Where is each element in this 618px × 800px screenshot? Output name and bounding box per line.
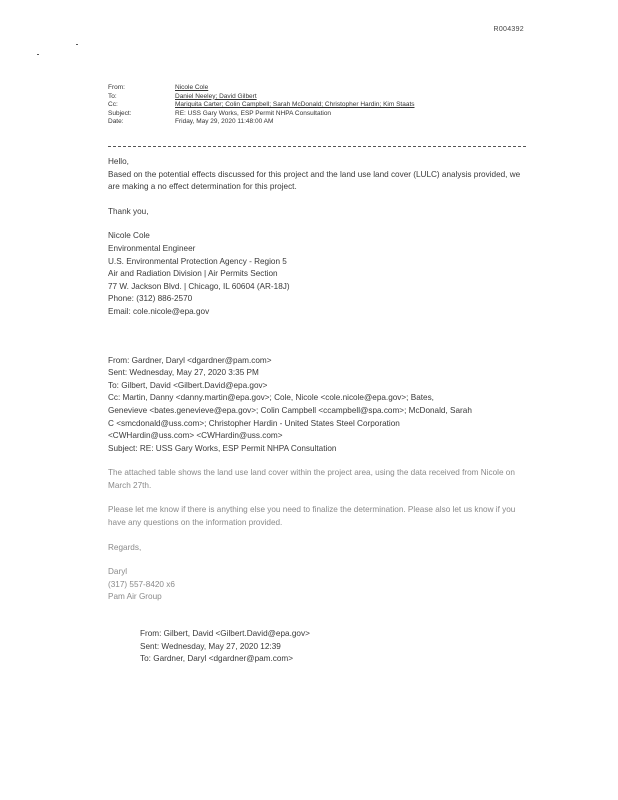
quoted-message-1 [108,355,526,605]
quoted-sig-phone: (317) 557-8420 x6 [108,579,175,589]
subject-value: RE: USS Gary Works, ESP Permit NHPA Consultation [175,109,332,117]
email-header [108,84,528,127]
quoted-from: From: Gardner, Daryl <dgardner@pam.com> [108,355,272,365]
from-value[interactable]: Nicole Cole [175,84,209,91]
cc-label: Cc: [108,101,118,109]
date-value: Friday, May 29, 2020 11:48:00 AM [175,118,274,126]
signature-email: Email: cole.nicole@epa.gov [108,306,210,316]
signature-division: Air and Radiation Division | Air Permits Section [108,269,278,279]
header-date-row [108,118,528,127]
signature-title: Environmental Engineer [108,243,196,253]
quoted-cc-line: Genevieve <bates.genevieve@epa.gov>; Colin Campbell <ccampbell@spa.com>; McDonald, Sarah [108,405,472,415]
date-label: Date: [108,118,124,126]
quoted2-to: To: Gardner, Daryl <dgardner@pam.com> [140,654,294,664]
closing: Thank you, [108,206,149,216]
header-cc-row [108,101,528,110]
header-from-row [108,84,528,93]
quoted-cc-line: Cc: Martin, Danny <danny.martin@epa.gov>; Cole, Nicole <cole.nicole@epa.gov>; Bates, [108,393,434,403]
bates-number: R004392 [493,26,524,33]
to-label: To: [108,92,117,100]
scan-speck [37,54,39,55]
quoted-cc-line: C <smcdonald@uss.com>; Christopher Hardin - United States Steel Corporation [108,418,400,428]
quoted-closing: Regards, [108,542,142,552]
cc-value[interactable]: Mariquita Carter; Colin Campbell; Sarah McDonald; Christopher Hardin; Kim Staats [175,101,415,109]
to-value[interactable]: Daniel Neeley; David Gilbert [175,92,257,100]
quoted-to: To: Gilbert, David <Gilbert.David@epa.gov> [108,380,268,390]
email-body [108,156,526,666]
quoted-paragraph-2: Please let me know if there is anything else you need to finalize the determination. Please also let us know if you have any questions on the information provided. [108,505,516,528]
signature-phone: Phone: (312) 886-2570 [108,294,193,304]
signature-address: 77 W. Jackson Blvd. | Chicago, IL 60604 (AR-18J) [108,281,290,291]
quoted-paragraph-1: The attached table shows the land use land cover within the project area, using the data received from Nicole on March 27th. [108,468,515,490]
quoted2-sent: Sent: Wednesday, May 27, 2020 12:39 [140,641,281,651]
quoted-message-2 [108,628,526,666]
greeting: Hello, [108,157,129,166]
quoted2-from: From: Gilbert, David <Gilbert.David@epa.gov> [140,629,310,639]
header-to-row [108,93,528,102]
message-paragraph: Based on the potential effects discussed for this project and the land use land cover (LULC) analysis provided, we are making a no effect determination for this project. [108,169,521,192]
signature-agency: U.S. Environmental Protection Agency - Region 5 [108,256,287,266]
from-label: From: [108,84,125,91]
header-divider [108,146,526,147]
header-subject-row [108,110,528,119]
quoted-subject: Subject: RE: USS Gary Works, ESP Permit NHPA Consultation [108,443,337,453]
quoted-sig-company: Pam Air Group [108,592,162,602]
signature-name: Nicole Cole [108,231,150,241]
scan-speck [76,44,78,45]
subject-label: Subject: [108,109,132,117]
signature-block [108,230,526,318]
quoted-sig-name: Daryl [108,567,128,577]
quoted-cc-line: <CWHardin@uss.com> <CWHardin@uss.com> [108,431,283,441]
quoted-sent: Sent: Wednesday, May 27, 2020 3:35 PM [108,368,259,378]
